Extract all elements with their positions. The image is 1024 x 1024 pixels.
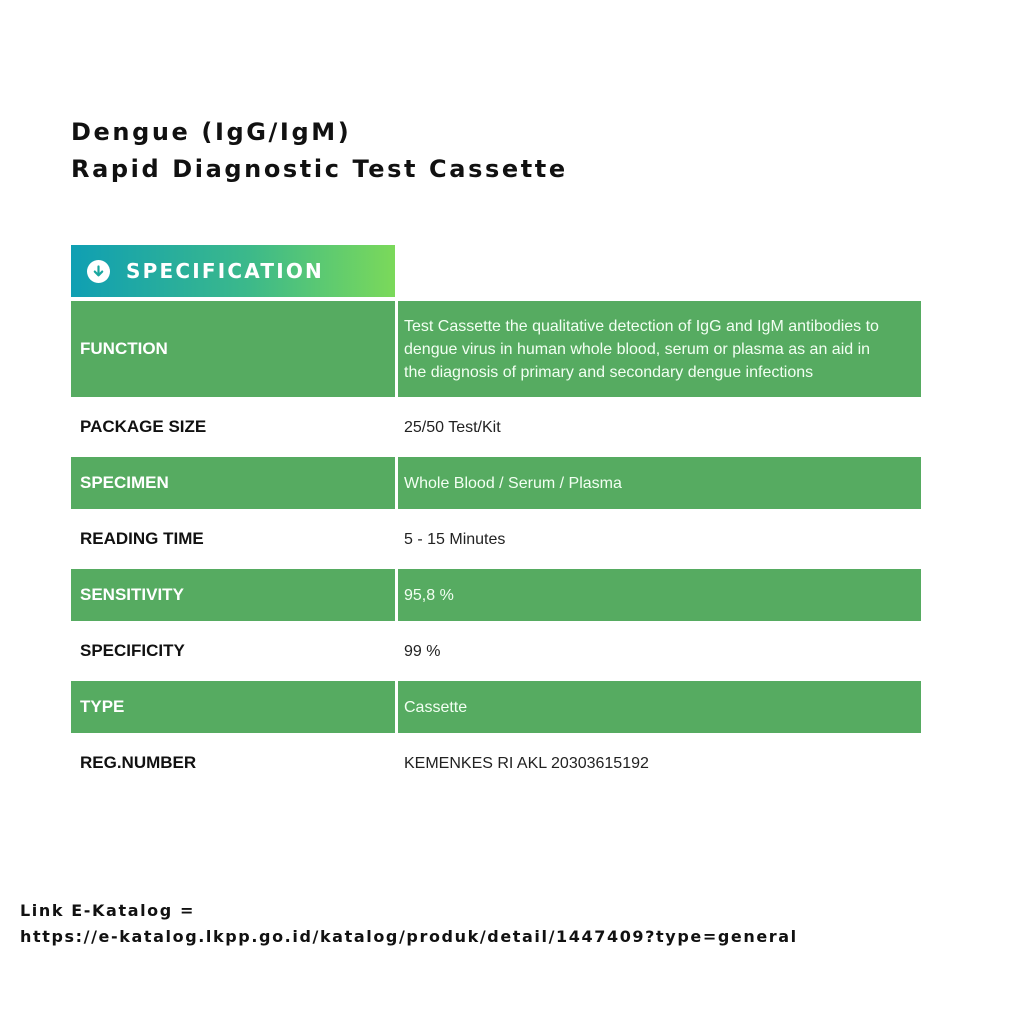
e-katalog-url[interactable]: https://e-katalog.lkpp.go.id/katalog/produk/detail/1447409?type=general bbox=[20, 927, 798, 946]
spec-row-type bbox=[71, 681, 921, 733]
spec-row-package-size bbox=[71, 401, 921, 453]
row-value: Whole Blood / Serum / Plasma bbox=[398, 457, 921, 509]
row-value: KEMENKES RI AKL 20303615192 bbox=[404, 754, 649, 772]
title-line-1: Dengue (IgG/IgM) bbox=[71, 118, 352, 146]
row-label: REG.NUMBER bbox=[80, 753, 197, 772]
row-label: SENSITIVITY bbox=[71, 569, 395, 621]
page-title bbox=[71, 114, 568, 188]
row-value: 99 % bbox=[404, 642, 441, 660]
e-katalog-label: Link E-Katalog = bbox=[20, 901, 195, 920]
spec-row-sensitivity bbox=[71, 569, 921, 621]
row-value: 25/50 Test/Kit bbox=[404, 418, 501, 436]
row-label: TYPE bbox=[71, 681, 395, 733]
spec-row-specificity bbox=[71, 625, 921, 677]
row-value: 95,8 % bbox=[398, 569, 921, 621]
spec-row-reg-number bbox=[71, 737, 921, 789]
row-label: SPECIFICITY bbox=[80, 641, 185, 660]
row-value: 5 - 15 Minutes bbox=[404, 530, 506, 548]
spec-row-function bbox=[71, 301, 921, 397]
e-katalog-link bbox=[20, 898, 798, 950]
specification-header bbox=[71, 245, 395, 297]
title-line-2: Rapid Diagnostic Test Cassette bbox=[71, 155, 568, 183]
specification-title: SPECIFICATION bbox=[126, 259, 324, 283]
row-value: Cassette bbox=[398, 681, 921, 733]
row-label: PACKAGE SIZE bbox=[80, 417, 207, 436]
row-label: SPECIMEN bbox=[71, 457, 395, 509]
arrow-down-circle-icon bbox=[87, 260, 110, 283]
row-label: READING TIME bbox=[80, 529, 204, 548]
spec-row-reading-time bbox=[71, 513, 921, 565]
spec-row-specimen bbox=[71, 457, 921, 509]
row-value: Test Cassette the qualitative detection of IgG and IgM antibodies to dengue virus in human whole blood, serum or plasma as an aid in the diagnosis of primary and secondary dengue infections bbox=[398, 301, 921, 397]
row-label: FUNCTION bbox=[71, 301, 395, 397]
